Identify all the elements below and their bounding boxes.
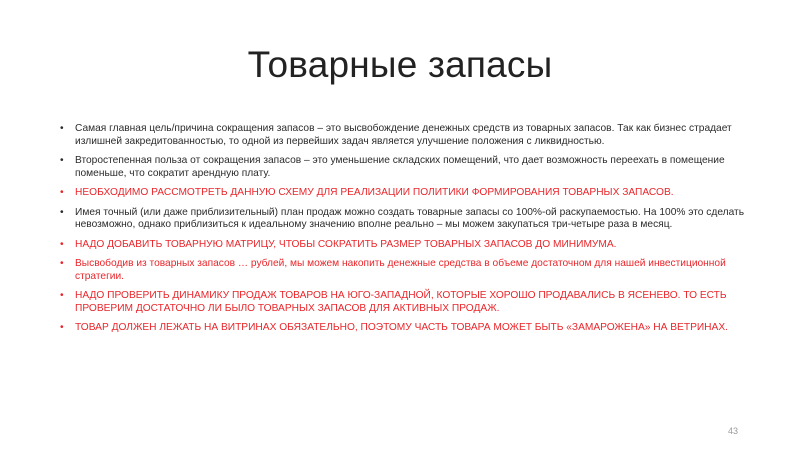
- bullet-text: НЕОБХОДИМО РАССМОТРЕТЬ ДАННУЮ СХЕМУ ДЛЯ РЕАЛИЗАЦИИ ПОЛИТИКИ ФОРМИРОВАНИЯ ТОВАРНЫХ ЗАПАСОВ.: [75, 187, 674, 198]
- bullet-text: НАДО ДОБАВИТЬ ТОВАРНУЮ МАТРИЦУ, ЧТОБЫ СОКРАТИТЬ РАЗМЕР ТОВАРНЫХ ЗАПАСОВ ДО МИНИМУМА.: [75, 238, 617, 250]
- bullet-text: Имея точный (или даже приблизительный) план продаж можно создать товарные запасы со 100%-ой раскупаемостью. На 100% это сделать невозможно, однако приблизиться к идеальному значению вполне реально – мы можем закупаться три-четыре раза в месяц.: [75, 206, 745, 230]
- bullet-text: НАДО ПРОВЕРИТЬ ДИНАМИКУ ПРОДАЖ ТОВАРОВ НА ЮГО-ЗАПАДНОЙ, КОТОРЫЕ ХОРОШО ПРОДАВАЛИСЬ В ЯСЕНЕВО. ТО ЕСТЬ ПРОВЕРИМ ДОСТАТОЧНО ЛИ БЫЛО ТОВАРНЫХ ЗАПАСОВ ДЛЯ АКТИВНЫХ ПРОДАЖ.: [75, 290, 727, 314]
- bullet-item: [58, 123, 748, 148]
- bullet-marker: •: [60, 290, 64, 301]
- bullet-marker: •: [60, 322, 64, 333]
- bullet-marker: •: [60, 238, 64, 250]
- bullet-marker: •: [60, 258, 64, 269]
- bullet-marker: •: [60, 123, 64, 134]
- bullet-item: [58, 290, 748, 315]
- bullet-text: Второстепенная польза от сокращения запасов – это уменьшение складских помещений, что дает возможность переехать в помещение поменьше, что сократит арендную плату.: [75, 155, 725, 179]
- bullet-item: [58, 187, 748, 200]
- bullet-text: Высвободив из товарных запасов … рублей, мы можем накопить денежные средства в объеме достаточном для нашей инвестиционной стратегии.: [75, 258, 726, 282]
- bullet-marker: •: [60, 155, 64, 166]
- bullet-item: [58, 207, 748, 232]
- bullet-text: Самая главная цель/причина сокращения запасов – это высвобождение денежных средств из товарных запасов. Так как бизнес страдает излишней закредитованностью, то одной из первейших задач является улучшение положения с ликвидностью.: [75, 123, 732, 147]
- bullet-marker: •: [60, 187, 64, 198]
- bullet-item: [58, 322, 748, 335]
- bullet-item: [58, 155, 748, 180]
- bullet-item: [58, 258, 748, 283]
- bullet-list: [58, 123, 748, 342]
- bullet-text: ТОВАР ДОЛЖЕН ЛЕЖАТЬ НА ВИТРИНАХ ОБЯЗАТЕЛЬНО, ПОЭТОМУ ЧАСТЬ ТОВАРА МОЖЕТ БЫТЬ «ЗАМАРОЖЕНА» НА ВЕТРИНАХ.: [75, 322, 728, 333]
- bullet-item: [58, 239, 748, 252]
- page-number: 43: [727, 426, 738, 436]
- bullet-marker: •: [60, 206, 64, 218]
- slide-title: Товарные запасы: [247, 44, 553, 85]
